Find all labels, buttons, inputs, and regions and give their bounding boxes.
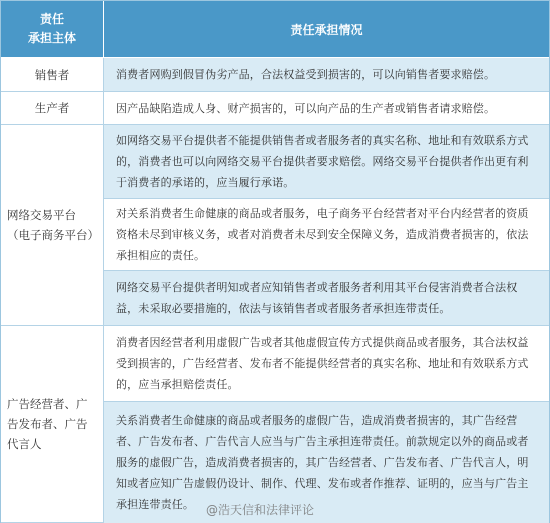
header-subject-line2: 承担主体 xyxy=(27,31,76,45)
row-seller xyxy=(1,58,549,92)
liability-cell: 对关系消费者生命健康的商品或者服务，电子商务平台经营者对平台内经营者的资质资格未尽到审核义务，或者对消费者未尽到安全保障义务，造成消费者损害的，依法承担相应的责任。 xyxy=(104,199,549,271)
watermark-text: @浩天信和法律评论 xyxy=(206,503,315,517)
row-platform xyxy=(1,125,549,326)
liability-cell: 如网络交易平台提供者不能提供销售者或者服务者的真实名称、地址和有效联系方式的，消费者也可以向网络交易平台提供者要求赔偿。网络交易平台提供者作出更有利于消费者的承诺的，应当履行承诺。 xyxy=(104,125,549,199)
subject-advertiser: 广告经营者、广告发布者、广告代言人 xyxy=(1,326,104,523)
header-situation: 责任承担情况 xyxy=(290,22,363,37)
row-advertiser xyxy=(1,326,549,523)
liability-cell: 消费者因经营者利用虚假广告或者其他虚假宣传方式提供商品或者服务，其合法权益受到损害的，广告经营者、发布者不能提供经营者的真实名称、地址和有效联系方式的，应当承担赔偿责任。 xyxy=(104,326,549,402)
subject-platform: 网络交易平台（电子商务平台） xyxy=(1,125,104,326)
liability-cell: 消费者网购到假冒伪劣产品，合法权益受到损害的，可以向销售者要求赔偿。 xyxy=(104,58,549,92)
subject-seller: 销售者 xyxy=(1,58,104,92)
subject-producer: 生产者 xyxy=(1,92,104,125)
liability-cell: 关系消费者生命健康的商品或者服务的虚假广告，造成消费者损害的，其广告经营者、广告发布者、广告代言人应当与广告主承担连带责任。前款规定以外的商品或者服务的虚假广告，造成消费者损害的，其广告经营者、广告发布者、广告代言人，明知或者应知广告虚假仍设计、制作、代理、发布或者作推荐、证明的，应当与广告主承担连带责任。 xyxy=(104,402,549,523)
header-subject-line1: 责任 xyxy=(39,12,64,26)
watermark xyxy=(206,501,314,518)
liability-cell: 网络交易平台提供者明知或者应知销售者或者服务者利用其平台侵害消费者合法权益，未采取必要措施的，依法与该销售者或者服务者承担连带责任。 xyxy=(104,271,549,326)
header-subject xyxy=(1,1,104,57)
table-header xyxy=(1,1,549,58)
liability-cell: 因产品缺陷造成人身、财产损害的，可以向产品的生产者或销售者请求赔偿。 xyxy=(104,92,549,125)
row-producer xyxy=(1,92,549,125)
